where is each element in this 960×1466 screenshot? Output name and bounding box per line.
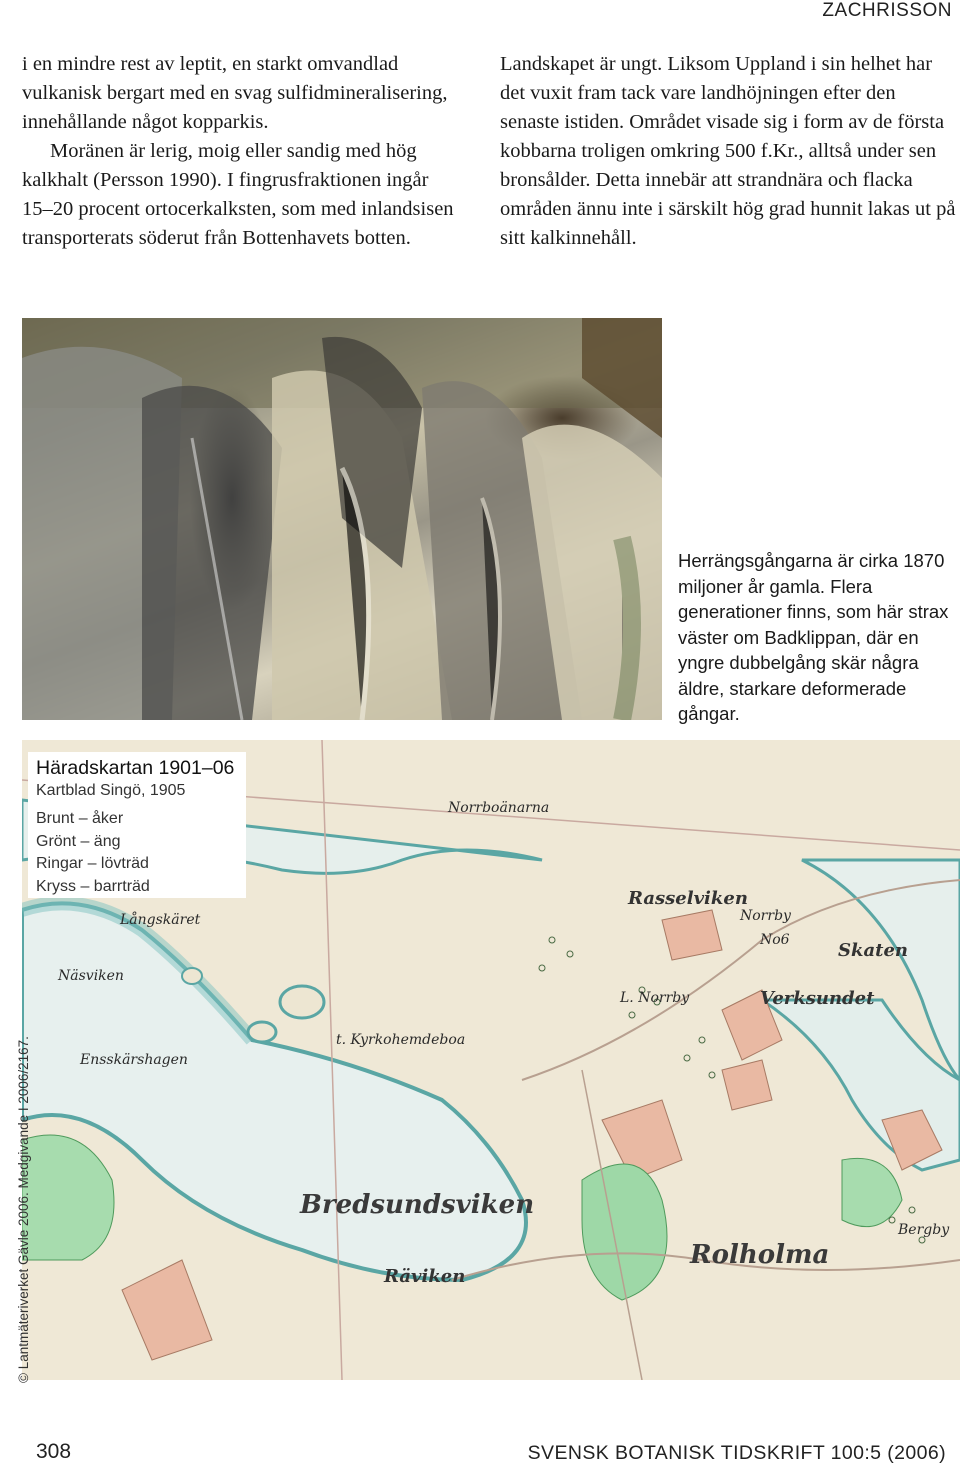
legend-item: Grönt – äng [36,832,121,850]
legend-item: Ringar – lövträd [36,855,149,872]
map-label-nasviken: Näsviken [58,968,124,984]
map-label-ensskarshagen: Ensskärshagen [80,1052,188,1068]
map-label-raviken: Räviken [384,1266,466,1287]
page-number: 308 [36,1440,72,1463]
paragraph: Landskapet är ungt. Liksom Uppland i sin helhet har det vuxit fram tack vare landhöjningen efter den senaste istiden. Området visade sig i form av de första kobbarna troligen omkring 500 f.Kr., alltså under sen bronsålder. Detta innebär att strandnära och flacka områden ännu inte i särskilt hög grad hunnit lakas ut på sitt kalkinnehåll. [500,53,956,249]
map-label-rolholma: Rolholma [690,1240,830,1270]
legend-item: Brunt – åker [36,810,124,827]
map-label-bredsundsviken: Bredsundsviken [300,1190,535,1220]
map-label-skaten: Skaten [838,940,908,961]
running-head: ZACHRISSON [822,0,952,21]
map-label-verksundet: Verksundet [760,988,875,1009]
map-label-norrby-number: No6 [760,932,790,948]
left-text-column [22,50,462,253]
photo-caption: Herrängsgångarna är cirka 1870 miljoner år gamla. Flera generationer finns, som här strax väster om Badklippan, där en yngre dubbelgång skär några äldre, starkare deformerade gångar. [678,550,949,724]
legend-item: Kryss – barrträd [36,877,150,895]
map-label-rasselviken: Rasselviken [628,888,748,909]
map-label-norrby: Norrby [740,908,791,924]
map-credit: © Lantmäteriverket Gävle 2006. Medgivande I 2006/2167. [16,1036,31,1383]
map-label-bergby: Bergby [898,1222,950,1238]
map-label-langskaret: Långskäret [120,912,201,928]
legend-title: Häradskartan 1901–06 [36,757,235,779]
paragraph: i en mindre rest av leptit, en starkt omvandlad vulkanisk bergart med en svag sulfidmineralisering, innehållande något kopparkis. [22,53,448,133]
journal-footer: SVENSK BOTANISK TIDSKRIFT 100:5 (2006) [527,1442,946,1464]
map-label-kyrkohemdeboa: t. Kyrkohemdeboa [336,1032,466,1048]
map-legend [28,752,246,898]
map-label-l-norrby: L. Norrby [620,990,690,1006]
paragraph: Moränen är lerig, moig eller sandig med hög kalkhalt (Persson 1990). I fingrusfraktionen ingår 15–20 procent ortocerkalksten, som med inlandsisen transporterats söderut från Bottenhavets botten. [22,140,454,249]
legend-subtitle: Kartblad Singö, 1905 [36,782,186,799]
map-label-norrboanarna: Norrboänarna [448,800,550,816]
rock-photo-illustration [22,318,662,720]
rock-photo [22,318,662,720]
right-text-column [500,50,956,253]
